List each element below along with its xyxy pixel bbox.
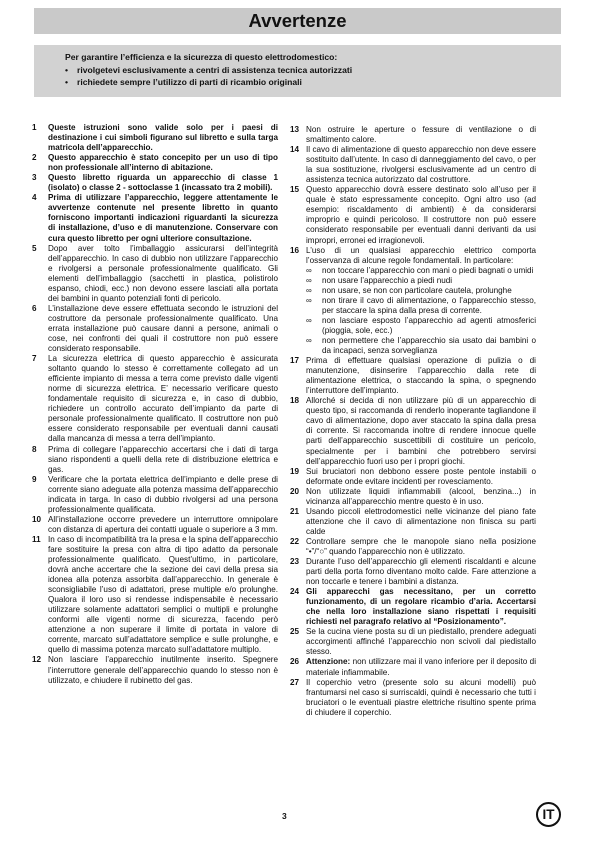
item-text: Durante l’uso dell’apparecchio gli elementi riscaldanti e alcune parti della porta forno diventano molto calde. Fare attenzione a non toccarle e tenere i bambini a distanza. <box>306 557 536 587</box>
right-column <box>290 125 536 718</box>
item-text: Prima di utilizzare l’apparecchio, leggere attentamente le avvertenze contenute nel presente libretto in quanto forniscono importanti indicazioni riguardanti la sicurezza di installazione, d’uso e di manutenzione. Conservare con cura questo libretto per ogni ulteriore consultazione. <box>48 193 278 243</box>
item-text: Allorché si decida di non utilizzare più di un apparecchio di questo tipo, si raccomanda di renderlo inoperante tagliandone il cavo di alimentazione, dopo aver staccato la spina dalla presa di corrente. Si raccomanda inoltre di rendere innocue quelle parti dell’apparecchio suscettibili di costituire un pericolo, specialmente per i bambini che potrebbero servirsi dell’apparecchio fuori uso per i propri giochi. <box>306 396 536 466</box>
item-number: 2 <box>32 153 37 163</box>
left-column <box>32 123 278 686</box>
item-number: 25 <box>290 627 300 637</box>
item-text: Controllare sempre che le manopole siano nella posizione “•”/“○” quando l’apparecchio non è utilizzato. <box>306 536 536 556</box>
rule-text: non tirare il cavo di alimentazione, o l’apparecchio stesso, per staccare la spina dalla presa di corrente. <box>322 295 536 315</box>
warning-item <box>32 244 278 304</box>
notice-bullet: • richiedete sempre l’utilizzo di parti di ricambio originali <box>65 77 302 87</box>
warning-item <box>32 173 278 193</box>
item-text: Usando piccoli elettrodomestici nelle vicinanze del piano fate attenzione che il cavo di alimentazione non finisca su parti calde <box>306 506 536 536</box>
item-lead: Attenzione: <box>306 657 351 667</box>
item-number: 1 <box>32 123 37 132</box>
item-text: Dopo aver tolto l’imballaggio assicurarsi dell’integrità dell’apparecchio. In caso di dubbio non utilizzare l’apparecchio e rivolgersi a personale professionalmente qualificato. Gli elementi dell’imballaggio (sacchetti in plastica, polistirolo espanso, chiodi, ecc.) non devono essere lasciati alla portata dei bambini in quanto potenziali fonti di pericolo. <box>48 243 278 303</box>
item-number: 6 <box>32 303 37 313</box>
warning-item <box>290 125 536 145</box>
item-number: 14 <box>290 145 300 155</box>
warning-item <box>290 396 536 466</box>
item-text: Il coperchio vetro (presente solo su alcuni modelli) può frantumarsi nel caso si surriscaldi, quindi è necessario che tutti i bruciatori o le eventuali piastre elettriche risultino spente prima di chiudere il coperchio. <box>306 677 536 717</box>
title-bar <box>34 8 561 34</box>
infinity-bullet-icon: ∞ <box>306 335 312 345</box>
item-number: 13 <box>290 125 300 134</box>
warning-item <box>32 123 278 153</box>
item-number: 12 <box>32 655 42 665</box>
item-text: Verificare che la portata elettrica dell’impianto e delle prese di corrente siano adeguate alla potenza massima dell’apparecchio indicata in targa. In caso di dubbio rivolgersi ad una persona professionalmente qualificata. <box>48 474 278 514</box>
notice-box <box>34 45 561 97</box>
bullet-icon: • <box>65 64 69 75</box>
warning-item <box>290 627 536 657</box>
item-text: Gli apparecchi gas necessitano, per un corretto funzionamento, di un regolare ricambio d’aria. Accertarsi che nella loro installazione siano rispettati i requisiti richiesti nel paragrafo relativo al “Posizionamento”. <box>306 587 536 627</box>
item-number: 5 <box>32 243 37 253</box>
item-number: 20 <box>290 486 300 496</box>
warning-item <box>290 467 536 487</box>
warning-item <box>290 246 536 266</box>
rule-text: non usare, se non con particolare cautela, prolunghe <box>322 285 512 295</box>
rule-item <box>290 296 536 316</box>
item-rest: non utilizzare mai il vano inferiore per il deposito di materiale infiammabile. <box>306 657 536 677</box>
item-text: Sui bruciatori non debbono essere poste pentole instabili o deformate onde evitare incidenti per rovesciamento. <box>306 466 536 486</box>
rule-text: non lasciare esposto l’apparecchio ad agenti atmosferici (pioggia, sole, ecc.) <box>322 315 536 335</box>
item-text: L’uso di un qualsiasi apparecchio elettrico comporta l’osservanza di alcune regole fondamentali. In particolare: <box>306 245 536 265</box>
warning-item <box>290 557 536 587</box>
item-number: 4 <box>32 193 37 203</box>
page-number: 3 <box>282 811 287 821</box>
item-number: 7 <box>32 354 37 364</box>
rule-item <box>290 276 536 286</box>
rule-item <box>290 286 536 296</box>
item-number: 24 <box>290 587 300 597</box>
item-number: 17 <box>290 356 300 366</box>
warning-item <box>290 507 536 537</box>
rule-text: non usare l’apparecchio a piedi nudi <box>322 275 453 285</box>
rule-text: non toccare l’apparecchio con mani o piedi bagnati o umidi <box>322 265 534 275</box>
item-number: 3 <box>32 173 37 183</box>
item-text: Prima di collegare l’apparecchio accertarsi che i dati di targa siano rispondenti a quelli della rete di distribuzione elettrica e gas. <box>48 444 278 474</box>
item-text: Non utilizzate liquidi infiammabili (alcool, benzina...) in vicinanza all’apparecchio mentre questo è in uso. <box>306 486 536 506</box>
warning-item <box>32 354 278 444</box>
infinity-bullet-icon: ∞ <box>306 265 312 275</box>
item-number: 15 <box>290 185 300 195</box>
infinity-bullet-icon: ∞ <box>306 315 312 325</box>
infinity-bullet-icon: ∞ <box>306 275 312 285</box>
warning-item <box>32 475 278 515</box>
warning-item <box>32 655 278 685</box>
warning-item <box>32 193 278 243</box>
item-number: 23 <box>290 557 300 567</box>
item-number: 18 <box>290 396 300 406</box>
item-text: La sicurezza elettrica di questo apparecchio è assicurata soltanto quando lo stesso è correttamente collegato ad un efficiente impianto di messa a terra come previsto dalle vigenti norme di sicurezza elettrica. E’ necessario verificare questo fondamentale requisito di sicurezza e, in caso di dubbio, richiedere un controllo accurato dell’impianto da parte di personale professionalmente qualificato. Il costruttore non può essere considerato responsabile per eventuali danni causati dalla mancanza di messa a terra dell’impianto. <box>48 354 278 444</box>
warning-item <box>290 145 536 185</box>
item-number: 21 <box>290 506 300 516</box>
item-text: Se la cucina viene posta su di un piedistallo, prendere adeguati accorgimenti affinché l’apparecchio non scivoli dal piedistallo stesso. <box>306 627 536 657</box>
warning-item <box>290 537 536 557</box>
item-text: Non lasciare l’apparecchio inutilmente inserito. Spegnere l’interruttore generale dell’apparecchio quando lo stesso non è utilizzato, e chiudere il rubinetto del gas. <box>48 655 278 685</box>
item-text: L’installazione deve essere effettuata secondo le istruzioni del costruttore da personale professionalmente qualificato. Una errata installazione può causare danni a persone, animali o cose, nei confronti dei quali il costruttore non può essere considerato responsabile. <box>48 303 278 354</box>
rule-item <box>290 336 536 356</box>
warning-item <box>32 445 278 475</box>
warning-item <box>290 587 536 627</box>
item-text: In caso di incompatibilità tra la presa e la spina dell’apparecchio fare sostituire la presa con altra di tipo adatto da personale professionalmente qualificato. Quest’ultimo, in particolare, dovrà anche accertare che la sezione dei cavi della presa sia idonea alla potenza assorbita dall’apparecchio. In generale è sconsigliabile l’uso di adattatori, prese multiple e/o prolunghe. Qualora il loro uso si rendesse indispensabile è necessario utilizzare solamente adattatori semplici o multipli e prolunghe conformi alle vigenti norme di sicurezza, facendo però attenzione a non superare il limite di portata in valore di corrente, marcato sull’adattatore semplice e sulle prolunghe, e quello di massima potenza marcato sull’adattatore multiplo. <box>48 534 278 655</box>
item-text: Queste istruzioni sono valide solo per i paesi di destinazione i cui simboli figurano sul libretto e sulla targa matricola dell’apparecchio. <box>48 123 278 153</box>
item-text: Prima di effettuare qualsiasi operazione di pulizia o di manutenzione, disinserire l’apparecchio dalla rete di alimentazione elettrica, o staccando la spina, o spegnendo l’interruttore dell’impianto. <box>306 356 536 396</box>
infinity-bullet-icon: ∞ <box>306 285 312 295</box>
warning-item <box>290 678 536 718</box>
warning-item <box>290 356 536 396</box>
warning-item <box>32 304 278 354</box>
item-number: 19 <box>290 466 300 476</box>
item-number: 8 <box>32 444 37 454</box>
notice-intro: Per garantire l’efficienza e la sicurezza di questo elettrodomestico: <box>65 52 338 62</box>
warning-item <box>32 153 278 173</box>
item-number: 10 <box>32 514 42 524</box>
page-title: Avvertenze <box>248 10 347 31</box>
item-number: 27 <box>290 677 300 687</box>
rule-text: non permettere che l’apparecchio sia usato dai bambini o da incapaci, senza sorveglianza <box>322 335 536 356</box>
item-text: Questo apparecchio è stato concepito per un uso di tipo non professionale all’interno di abitazione. <box>48 153 278 173</box>
warning-item <box>32 535 278 656</box>
item-number: 26 <box>290 657 300 667</box>
rule-item <box>290 266 536 276</box>
warning-item <box>290 657 536 677</box>
item-text: Questo apparecchio dovrà essere destinato solo all’uso per il quale è stato espressamente concepito. Ogni altro uso (ad esempio: riscaldamento di ambienti) è da considerarsi improprio e quindi pericoloso. Il costruttore non può essere considerato responsabile per eventuali danni derivanti da usi impropri, erronei ed irragionevoli. <box>306 185 536 245</box>
item-number: 22 <box>290 536 300 546</box>
item-number: 16 <box>290 245 300 255</box>
item-text: Il cavo di alimentazione di questo apparecchio non deve essere sostituito dall’utente. In caso di danneggiamento del cavo, o per la sua sostituzione, rivolgersi esclusivamente ad un centro di assistenza tecnica autorizzato dal costruttore. <box>306 145 536 185</box>
item-number: 9 <box>32 474 37 484</box>
item-text: Non ostruire le aperture o fessure di ventilazione o di smaltimento calore. <box>306 125 536 145</box>
notice-bullet: • rivolgetevi esclusivamente a centri di assistenza tecnica autorizzati <box>65 64 353 75</box>
rule-item <box>290 316 536 336</box>
warning-item <box>290 185 536 245</box>
bullet-icon: • <box>65 77 69 87</box>
warning-item <box>32 515 278 535</box>
language-badge: IT <box>536 802 561 827</box>
item-text: Questo libretto riguarda un apparecchio di classe 1 (isolato) o classe 2 - sottoclasse 1 (incassato tra 2 mobili). <box>48 173 278 193</box>
item-text <box>306 657 536 677</box>
item-number: 11 <box>32 534 41 544</box>
infinity-bullet-icon: ∞ <box>306 295 312 305</box>
item-text: All’installazione occorre prevedere un interruttore omnipolare con distanza di apertura dei contatti uguale o superiore a 3 mm. <box>48 514 278 534</box>
warning-item <box>290 487 536 507</box>
